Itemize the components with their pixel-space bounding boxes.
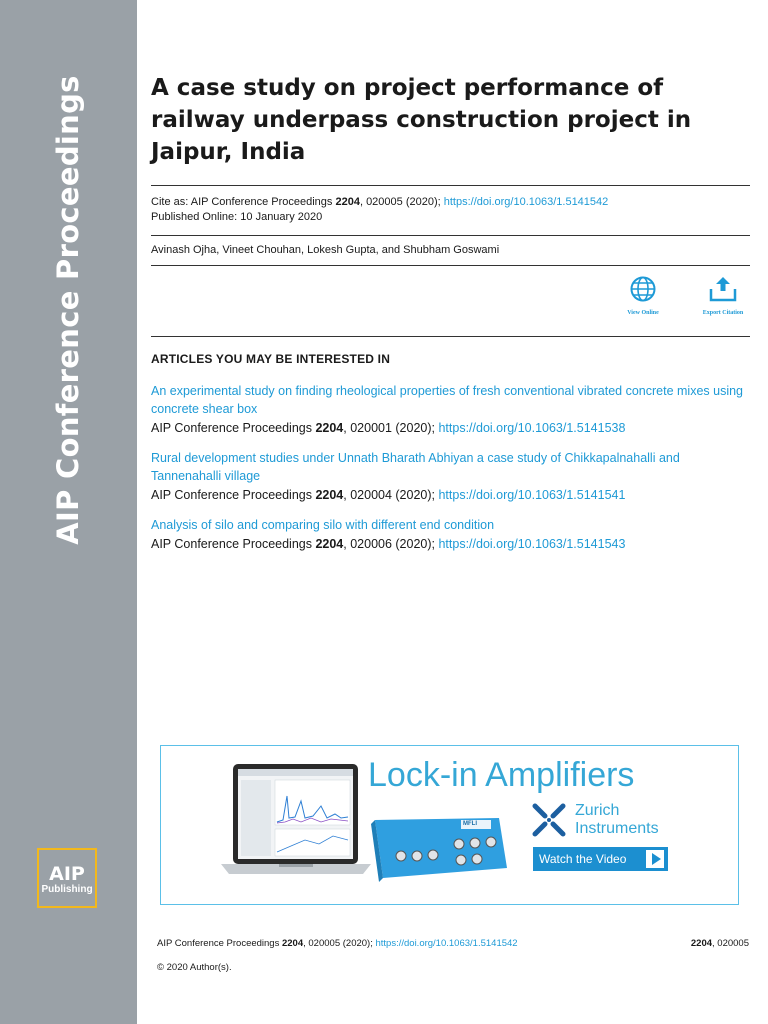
related-article-title-link[interactable]: An experimental study on finding rheological properties of fresh conventional vibrated concrete mixes using concrete shear box bbox=[151, 384, 743, 416]
footer-page-ref: 2204, 020005 bbox=[690, 938, 749, 949]
related-article-citation: AIP Conference Proceedings 2204, 020001 (2020); https://doi.org/10.1063/1.5141538 bbox=[151, 421, 626, 435]
globe-icon bbox=[630, 276, 656, 302]
logo-text-aip: AIP bbox=[49, 863, 85, 885]
citation-doi-link[interactable]: https://doi.org/10.1063/1.5141542 bbox=[443, 196, 609, 208]
view-online-button[interactable] bbox=[618, 276, 668, 316]
footer-citation: AIP Conference Proceedings 2204, 020005 (2020); https://doi.org/10.1063/1.5141542 bbox=[157, 938, 518, 949]
zurich-instruments-brand bbox=[531, 802, 659, 838]
lock-in-amplifier-device-image bbox=[371, 816, 511, 886]
divider bbox=[151, 235, 750, 236]
sidebar bbox=[0, 0, 137, 1024]
authors: Avinash Ojha, Vineet Chouhan, Lokesh Gupta, and Shubham Goswami bbox=[151, 244, 500, 256]
device-label: MFLI bbox=[463, 821, 477, 827]
advertisement-banner[interactable] bbox=[160, 745, 739, 905]
related-article bbox=[151, 382, 750, 437]
action-icons bbox=[151, 276, 750, 316]
sidebar-title: AIP Conference Proceedings bbox=[51, 75, 85, 545]
related-article-citation: AIP Conference Proceedings 2204, 020006 (2020); https://doi.org/10.1063/1.5141543 bbox=[151, 537, 626, 551]
paper-title: A case study on project performance of railway underpass construction project in Jaipur, India bbox=[151, 75, 692, 165]
logo-text-publishing: Publishing bbox=[41, 884, 93, 895]
published-date: Published Online: 10 January 2020 bbox=[151, 211, 323, 223]
divider bbox=[151, 185, 750, 186]
related-article bbox=[151, 516, 750, 553]
citation-volume: 2204 bbox=[335, 196, 360, 208]
related-article bbox=[151, 449, 750, 504]
aip-publishing-logo[interactable] bbox=[37, 848, 97, 908]
related-article-doi-link[interactable]: https://doi.org/10.1063/1.5141543 bbox=[438, 537, 626, 551]
page-footer bbox=[157, 937, 749, 975]
ad-headline: Lock-in Amplifiers bbox=[368, 756, 635, 794]
related-articles-heading: ARTICLES YOU MAY BE INTERESTED IN bbox=[151, 352, 391, 366]
related-article-doi-link[interactable]: https://doi.org/10.1063/1.5141541 bbox=[438, 488, 626, 502]
related-article-doi-link[interactable]: https://doi.org/10.1063/1.5141538 bbox=[438, 421, 626, 435]
divider bbox=[151, 336, 750, 337]
export-icon bbox=[708, 276, 738, 302]
related-article-citation: AIP Conference Proceedings 2204, 020004 (2020); https://doi.org/10.1063/1.5141541 bbox=[151, 488, 626, 502]
export-citation-label: Export Citation bbox=[702, 310, 744, 316]
footer-doi-link[interactable]: https://doi.org/10.1063/1.5141542 bbox=[375, 938, 518, 949]
watch-video-button[interactable] bbox=[533, 847, 668, 871]
related-article-title-link[interactable]: Analysis of silo and comparing silo with different end condition bbox=[151, 518, 495, 532]
paper-header bbox=[151, 72, 750, 553]
citation-line: Cite as: AIP Conference Proceedings 2204, 020005 (2020); https://doi.org/10.1063/1.5141542 bbox=[151, 196, 609, 208]
copyright: © 2020 Author(s). bbox=[157, 962, 232, 973]
brand-name-line1: Zurich bbox=[575, 802, 620, 819]
brand-name-line2: Instruments bbox=[575, 820, 659, 837]
export-citation-button[interactable] bbox=[698, 276, 748, 316]
zurich-instruments-logo-icon bbox=[531, 802, 567, 838]
view-online-label: View Online bbox=[627, 310, 659, 316]
divider bbox=[151, 265, 750, 266]
play-icon bbox=[646, 850, 664, 868]
watch-video-label: Watch the Video bbox=[539, 852, 627, 866]
related-article-title-link[interactable]: Rural development studies under Unnath Bharath Abhiyan a case study of Chikkapalnahalli and Tannenahalli village bbox=[151, 451, 680, 483]
